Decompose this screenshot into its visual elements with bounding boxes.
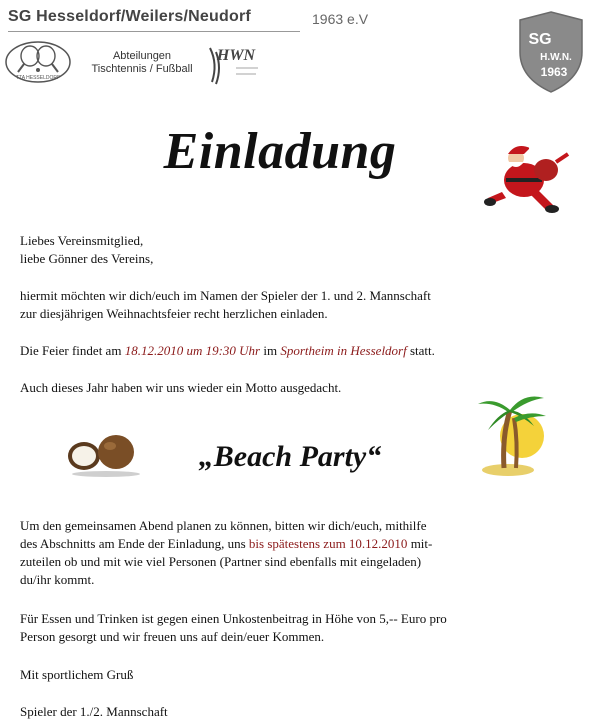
intro-paragraph	[20, 287, 560, 323]
intro-line2: zur diesjährigen Weihnachtsfeier recht herzlichen einladen.	[20, 306, 328, 321]
hwn-logo-icon	[206, 38, 268, 90]
table-tennis-logo-icon	[4, 40, 72, 84]
event-date: 18.12.2010 um 19:30 Uhr	[124, 343, 261, 358]
club-name: SG Hesseldorf/Weilers/Neudorf	[8, 8, 251, 25]
salutation-line1: Liebes Vereinsmitglied,	[20, 233, 144, 248]
request-line4: du/ihr kommt.	[20, 572, 95, 587]
motto-title: „Beach Party“	[198, 440, 382, 473]
salutation	[20, 232, 540, 268]
food-line1: Für Essen und Trinken ist gegen einen Unkostenbeitrag in Höhe von 5,-- Euro pro	[20, 611, 447, 626]
food-paragraph	[20, 610, 565, 646]
invitation-title: Einladung	[163, 123, 397, 180]
intro-line1: hiermit möchten wir dich/euch im Namen der Spieler der 1. und 2. Mannschaft	[20, 288, 431, 303]
event-place: Sportheim in Hesseldorf	[280, 343, 407, 358]
header-divider	[8, 31, 300, 32]
request-deadline: bis spätestens zum 10.12.2010	[248, 536, 408, 551]
tt-logo-text: TTA HESSELDORF	[15, 75, 61, 81]
badge-sg-text: SG	[528, 31, 552, 48]
request-line2-suffix: mit-	[410, 536, 433, 551]
request-paragraph	[20, 517, 565, 589]
santa-icon	[484, 140, 576, 216]
request-line3: zuteilen ob und mit wie viel Personen (Partner sind ebenfalls mit eingeladen)	[20, 554, 422, 569]
request-line2-prefix: des Abschnitts am Ende der Einladung, uns	[20, 536, 246, 551]
club-year: 1963 e.V	[312, 11, 369, 27]
salutation-line2: liebe Gönner des Vereins,	[20, 251, 154, 266]
departments-line2: Tischtennis / Fußball	[91, 63, 193, 75]
request-line2	[20, 535, 565, 553]
event-suffix: statt.	[409, 343, 435, 358]
departments-line1: Abteilungen	[112, 50, 172, 62]
motto-intro: Auch dieses Jahr haben wir uns wieder ein Motto ausgedacht.	[20, 380, 342, 395]
signature: Spieler der 1./2. Mannschaft	[20, 704, 168, 719]
event-prefix: Die Feier findet am	[20, 343, 122, 358]
closing-greeting: Mit sportlichem Gruß	[20, 667, 134, 682]
event-paragraph	[20, 342, 540, 360]
badge-hwn-text: H.W.N.	[540, 52, 572, 63]
hwn-logo-text: HWN	[216, 47, 256, 64]
request-line1: Um den gemeinsamen Abend planen zu können, bitten wir dich/euch, mithilfe	[20, 518, 427, 533]
event-mid: im	[263, 343, 278, 358]
club-badge-icon	[516, 10, 586, 94]
badge-year-text: 1963	[540, 65, 568, 79]
food-line2: Person gesorgt und wir freuen uns auf dein/euer Kommen.	[20, 629, 325, 644]
departments-label	[82, 50, 202, 76]
